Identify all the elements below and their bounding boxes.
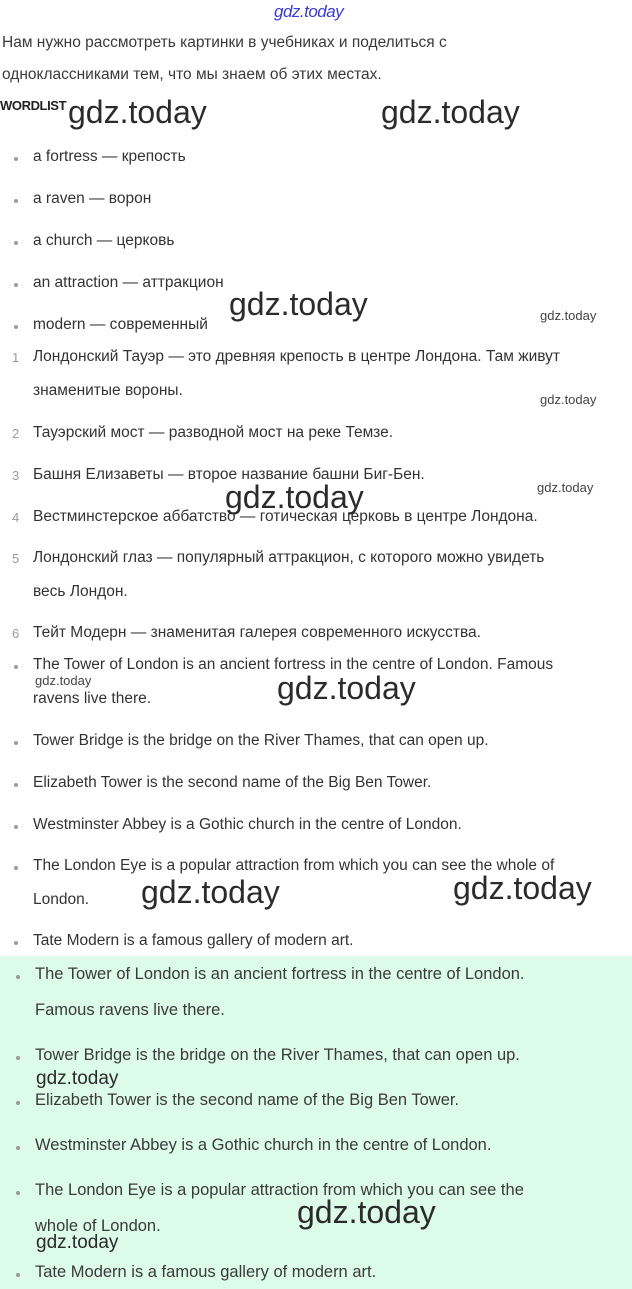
intro-line-2: одноклассниками тем, что мы знаем об этих местах. [2, 66, 382, 83]
numbered-item-line: Вестминстерское аббатство — готическая церковь в центре Лондона. [33, 508, 538, 525]
item-number: 1 [12, 350, 20, 365]
watermark: gdz.today [141, 874, 280, 910]
watermark: gdz.today [540, 392, 597, 407]
bullet-icon [14, 941, 18, 945]
english-item-line: Westminster Abbey is a Gothic church in the centre of London. [33, 816, 462, 833]
wordlist-item: modern — современный [33, 316, 208, 333]
bullet-icon [16, 1101, 20, 1105]
watermark: gdz.today [277, 670, 416, 706]
watermark: gdz.today [35, 673, 92, 688]
watermark: gdz.today [68, 94, 207, 130]
english-item-line: Tate Modern is a famous gallery of modern art. [33, 932, 354, 949]
bullet-icon [14, 866, 18, 870]
english-item-line: London. [33, 891, 90, 908]
numbered-item-line: знаменитые вороны. [33, 382, 183, 399]
answer-item-line: Tate Modern is a famous gallery of modern art. [35, 1263, 377, 1281]
wordlist-item: a fortress — крепость [33, 148, 186, 165]
bullet-icon [14, 741, 18, 745]
item-number: 3 [12, 468, 20, 483]
wordlist-heading: WORDLIST [0, 98, 67, 113]
watermark: gdz.today [453, 870, 592, 906]
answer-item-line: Elizabeth Tower is the second name of the Big Ben Tower. [35, 1091, 460, 1109]
answer-item-line: The Tower of London is an ancient fortress in the centre of London. [35, 965, 525, 983]
wordlist-item: a raven — ворон [33, 190, 152, 207]
watermark: gdz.today [36, 1068, 119, 1089]
bullet-icon [14, 157, 18, 161]
english-item-line: Elizabeth Tower is the second name of the Big Ben Tower. [33, 774, 432, 791]
bullet-icon [14, 783, 18, 787]
wordlist-item: a church — церковь [33, 232, 175, 249]
wordlist-item: an attraction — аттракцион [33, 274, 224, 291]
item-number: 2 [12, 426, 20, 441]
english-item-line: Tower Bridge is the bridge on the River Thames, that can open up. [33, 732, 489, 749]
numbered-item-line: Лондонский глаз — популярный аттракцион, с которого можно увидеть [33, 549, 545, 566]
watermark: gdz.today [36, 1232, 119, 1253]
answer-item-line: Westminster Abbey is a Gothic church in the centre of London. [35, 1136, 492, 1154]
answer-item-line: The London Eye is a popular attraction from which you can see the [35, 1181, 524, 1199]
numbered-item-line: Тейт Модерн — знаменитая галерея современного искусства. [33, 624, 481, 641]
numbered-item-line: весь Лондон. [33, 583, 128, 600]
site-logo[interactable]: gdz.today [274, 2, 344, 21]
bullet-icon [14, 241, 18, 245]
numbered-item-line: Башня Елизаветы — второе название башни Биг-Бен. [33, 466, 425, 483]
watermark: gdz.today [297, 1194, 436, 1230]
english-item-line: The London Eye is a popular attraction from which you can see the whole of [33, 857, 555, 874]
bullet-icon [16, 975, 20, 979]
item-number: 5 [12, 551, 20, 566]
numbered-item-line: Лондонский Тауэр — это древняя крепость в центре Лондона. Там живут [33, 348, 561, 365]
item-number: 4 [12, 510, 20, 525]
numbered-item-line: Тауэрский мост — разводной мост на реке Темзе. [33, 424, 394, 441]
bullet-icon [16, 1056, 20, 1060]
answer-item-line: Famous ravens live there. [35, 1001, 225, 1019]
answer-item-line: whole of London. [35, 1217, 161, 1235]
intro-line-1: Нам нужно рассмотреть картинки в учебниках и поделиться с [2, 34, 447, 51]
bullet-icon [16, 1273, 20, 1277]
bullet-icon [14, 825, 18, 829]
answer-item-line: Tower Bridge is the bridge on the River Thames, that can open up. [35, 1046, 520, 1064]
english-item-line: The Tower of London is an ancient fortress in the centre of London. Famous [33, 656, 554, 673]
bullet-icon [14, 665, 18, 669]
watermark: gdz.today [537, 480, 594, 495]
bullet-icon [14, 283, 18, 287]
bullet-icon [16, 1191, 20, 1195]
watermark: gdz.today [225, 479, 364, 515]
watermark: gdz.today [381, 94, 520, 130]
bullet-icon [14, 325, 18, 329]
watermark: gdz.today [540, 308, 597, 323]
bullet-icon [14, 199, 18, 203]
bullet-icon [16, 1146, 20, 1150]
english-item-line: ravens live there. [33, 690, 152, 707]
watermark: gdz.today [229, 286, 368, 322]
item-number: 6 [12, 626, 20, 641]
